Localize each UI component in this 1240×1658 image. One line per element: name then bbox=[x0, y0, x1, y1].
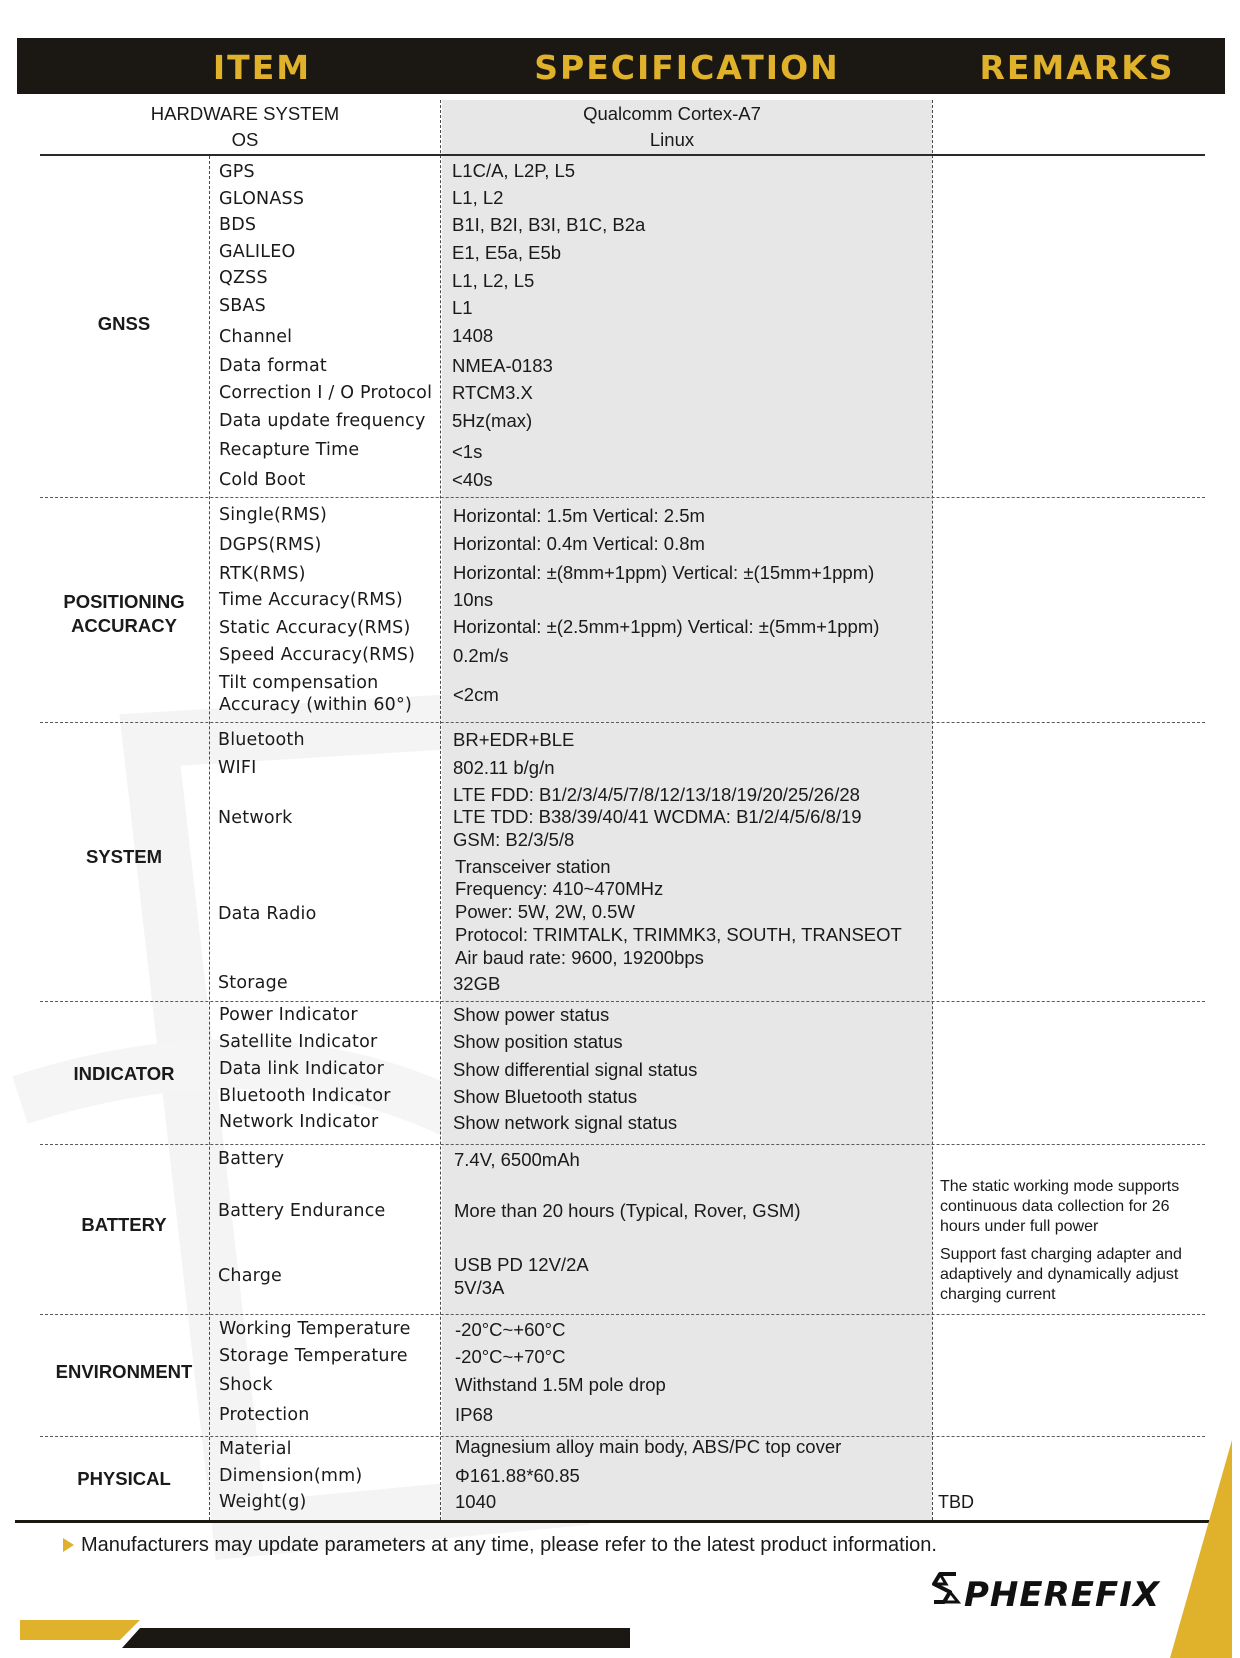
spec-network-gsm: GSM: B2/3/5/8 bbox=[453, 829, 575, 850]
remark-charge-1: Support fast charging adapter and bbox=[940, 1246, 1182, 1263]
footer-note: Manufacturers may update parameters at any time, please refer to the latest product information. bbox=[81, 1534, 937, 1556]
item-data-format: Data format bbox=[219, 356, 327, 376]
remark-charge-2: adaptively and dynamically adjust bbox=[940, 1266, 1179, 1283]
item-weight: Weight(g) bbox=[219, 1492, 307, 1512]
spec-storage-temperature: -20°C~+70°C bbox=[455, 1346, 566, 1367]
category-positioning-1: POSITIONING bbox=[63, 591, 185, 612]
spec-charge-pd: USB PD 12V/2A bbox=[454, 1254, 589, 1275]
item-time-accuracy: Time Accuracy(RMS) bbox=[219, 590, 403, 610]
item-bds: BDS bbox=[219, 215, 257, 235]
spec-single-rms: Horizontal: 1.5m Vertical: 2.5m bbox=[453, 505, 705, 526]
item-bluetooth: Bluetooth bbox=[218, 730, 305, 750]
item-shock: Shock bbox=[219, 1375, 273, 1395]
spec-radio-station: Transceiver station bbox=[455, 856, 611, 877]
spec-correction-protocol: RTCM3.X bbox=[452, 382, 533, 403]
column-divider-spec bbox=[440, 100, 441, 1520]
spec-galileo: E1, E5a, E5b bbox=[452, 242, 562, 263]
spec-time-accuracy: 10ns bbox=[453, 589, 494, 610]
column-divider-remarks bbox=[932, 100, 933, 1520]
divider-positioning bbox=[40, 722, 1205, 723]
spec-cold-boot: <40s bbox=[452, 469, 493, 490]
item-tilt-accuracy: Accuracy (within 60°) bbox=[219, 695, 412, 715]
spec-bds: B1I, B2I, B3I, B1C, B2a bbox=[452, 214, 646, 235]
os-label: OS bbox=[231, 129, 259, 150]
spec-network-lte-tdd: LTE TDD: B38/39/40/41 WCDMA: B1/2/4/5/6/8/19 bbox=[453, 806, 862, 827]
spec-bluetooth: BR+EDR+BLE bbox=[453, 729, 575, 750]
category-positioning-2: ACCURACY bbox=[71, 615, 177, 636]
item-gps: GPS bbox=[219, 162, 255, 182]
remark-weight: TBD bbox=[938, 1492, 974, 1512]
item-qzss: QZSS bbox=[219, 268, 268, 288]
item-working-temperature: Working Temperature bbox=[219, 1319, 411, 1339]
item-galileo: GALILEO bbox=[219, 242, 296, 262]
spec-bluetooth-indicator: Show Bluetooth status bbox=[453, 1086, 638, 1107]
top-section-rule bbox=[40, 154, 1205, 156]
spec-battery-endurance: More than 20 hours (Typical, Rover, GSM) bbox=[454, 1200, 801, 1221]
hardware-system-value: Qualcomm Cortex-A7 bbox=[583, 103, 761, 124]
logo-mark-icon bbox=[930, 1570, 964, 1614]
item-dimension: Dimension(mm) bbox=[219, 1466, 363, 1486]
remark-endurance-3: hours under full power bbox=[940, 1218, 1099, 1235]
bullet-triangle-icon bbox=[63, 1538, 74, 1552]
spec-charge-5v: 5V/3A bbox=[454, 1277, 505, 1298]
item-static-accuracy: Static Accuracy(RMS) bbox=[219, 618, 411, 638]
item-channel: Channel bbox=[219, 327, 293, 347]
spec-dgps-rms: Horizontal: 0.4m Vertical: 0.8m bbox=[453, 533, 705, 554]
item-battery-endurance: Battery Endurance bbox=[218, 1201, 386, 1221]
table-header bbox=[17, 38, 1225, 94]
spec-recapture-time: <1s bbox=[452, 441, 483, 462]
spec-speed-accuracy: 0.2m/s bbox=[453, 645, 509, 666]
item-cold-boot: Cold Boot bbox=[219, 470, 306, 490]
spec-battery: 7.4V, 6500mAh bbox=[454, 1149, 580, 1170]
spec-glonass: L1, L2 bbox=[452, 187, 504, 208]
remark-charge-3: charging current bbox=[940, 1286, 1056, 1303]
category-system: SYSTEM bbox=[85, 846, 163, 867]
spec-static-accuracy: Horizontal: ±(2.5mm+1ppm) Vertical: ±(5mm+1ppm) bbox=[453, 616, 880, 637]
item-storage-temperature: Storage Temperature bbox=[219, 1346, 408, 1366]
category-indicator: INDICATOR bbox=[73, 1063, 175, 1084]
spec-power-indicator: Show power status bbox=[453, 1004, 610, 1025]
item-data-link-indicator: Data link Indicator bbox=[219, 1059, 384, 1079]
spec-satellite-indicator: Show position status bbox=[453, 1031, 623, 1052]
spec-shock: Withstand 1.5M pole drop bbox=[455, 1374, 666, 1395]
column-divider-item bbox=[209, 156, 210, 1520]
header-item: ITEM bbox=[212, 48, 312, 87]
spec-wifi: 802.11 b/g/n bbox=[453, 757, 555, 778]
item-protection: Protection bbox=[219, 1405, 310, 1425]
item-rtk-rms: RTK(RMS) bbox=[219, 564, 306, 584]
spec-weight: 1040 bbox=[455, 1491, 497, 1512]
spec-rtk-rms: Horizontal: ±(8mm+1ppm) Vertical: ±(15mm+1ppm) bbox=[453, 562, 875, 583]
spec-radio-frequency: Frequency: 410~470MHz bbox=[455, 878, 664, 899]
spec-qzss: L1, L2, L5 bbox=[452, 270, 535, 291]
footer-rule bbox=[15, 1520, 1210, 1523]
item-dgps-rms: DGPS(RMS) bbox=[219, 535, 322, 555]
category-environment: ENVIRONMENT bbox=[55, 1361, 193, 1382]
item-charge: Charge bbox=[218, 1266, 282, 1286]
spec-network-indicator: Show network signal status bbox=[453, 1112, 678, 1133]
spec-gps: L1C/A, L2P, L5 bbox=[452, 160, 576, 181]
category-physical: PHYSICAL bbox=[77, 1468, 171, 1489]
item-sbas: SBAS bbox=[219, 296, 266, 316]
spec-radio-protocol: Protocol: TRIMTALK, TRIMMK3, SOUTH, TRANSEOT bbox=[455, 924, 902, 945]
os-value: Linux bbox=[649, 129, 695, 150]
spec-protection: IP68 bbox=[455, 1404, 494, 1425]
item-storage: Storage bbox=[218, 973, 288, 993]
remark-endurance-1: The static working mode supports bbox=[940, 1178, 1180, 1195]
spec-radio-baud-rate: Air baud rate: 9600, 19200bps bbox=[455, 947, 704, 968]
hardware-system-label: HARDWARE SYSTEM bbox=[150, 103, 340, 124]
item-tilt-compensation: Tilt compensation bbox=[219, 673, 379, 693]
category-battery: BATTERY bbox=[81, 1214, 167, 1235]
spec-material: Magnesium alloy main body, ABS/PC top cover bbox=[455, 1436, 842, 1457]
spec-radio-power: Power: 5W, 2W, 0.5W bbox=[455, 901, 635, 922]
spec-sbas: L1 bbox=[452, 297, 473, 318]
item-recapture-time: Recapture Time bbox=[219, 440, 360, 460]
brand-logo bbox=[930, 1570, 1160, 1615]
item-speed-accuracy: Speed Accuracy(RMS) bbox=[219, 645, 416, 665]
category-gnss: GNSS bbox=[97, 313, 151, 334]
item-satellite-indicator: Satellite Indicator bbox=[219, 1032, 378, 1052]
header-specification: SPECIFICATION bbox=[534, 48, 840, 87]
spec-dimension: Φ161.88*60.85 bbox=[455, 1465, 580, 1486]
divider-system bbox=[40, 1001, 1205, 1002]
divider-battery bbox=[40, 1314, 1205, 1315]
remark-endurance-2: continuous data collection for 26 bbox=[940, 1198, 1170, 1215]
item-material: Material bbox=[219, 1439, 292, 1459]
divider-indicator bbox=[40, 1144, 1205, 1145]
logo-text: PHEREFIX bbox=[964, 1575, 1161, 1615]
item-correction-protocol: Correction I / O Protocol bbox=[219, 383, 433, 403]
spec-working-temperature: -20°C~+60°C bbox=[455, 1319, 566, 1340]
spec-data-format: NMEA-0183 bbox=[452, 355, 553, 376]
item-glonass: GLONASS bbox=[219, 189, 305, 209]
header-remarks: REMARKS bbox=[979, 48, 1175, 87]
item-data-update-frequency: Data update frequency bbox=[219, 411, 426, 431]
spec-channel: 1408 bbox=[452, 325, 494, 346]
spec-storage: 32GB bbox=[453, 973, 501, 994]
item-battery: Battery bbox=[218, 1149, 285, 1169]
item-single-rms: Single(RMS) bbox=[219, 505, 328, 525]
item-network: Network bbox=[218, 808, 293, 828]
item-power-indicator: Power Indicator bbox=[219, 1005, 358, 1025]
spec-network-lte-fdd: LTE FDD: B1/2/3/4/5/7/8/12/13/18/19/20/25/26/28 bbox=[453, 784, 860, 805]
item-wifi: WIFI bbox=[218, 758, 257, 778]
item-network-indicator: Network Indicator bbox=[219, 1112, 379, 1132]
spec-data-link-indicator: Show differential signal status bbox=[453, 1059, 698, 1080]
spec-tilt-accuracy: <2cm bbox=[453, 684, 499, 705]
item-bluetooth-indicator: Bluetooth Indicator bbox=[219, 1086, 391, 1106]
item-data-radio: Data Radio bbox=[218, 904, 317, 924]
divider-gnss bbox=[40, 497, 1205, 498]
spec-data-update-frequency: 5Hz(max) bbox=[452, 410, 533, 431]
